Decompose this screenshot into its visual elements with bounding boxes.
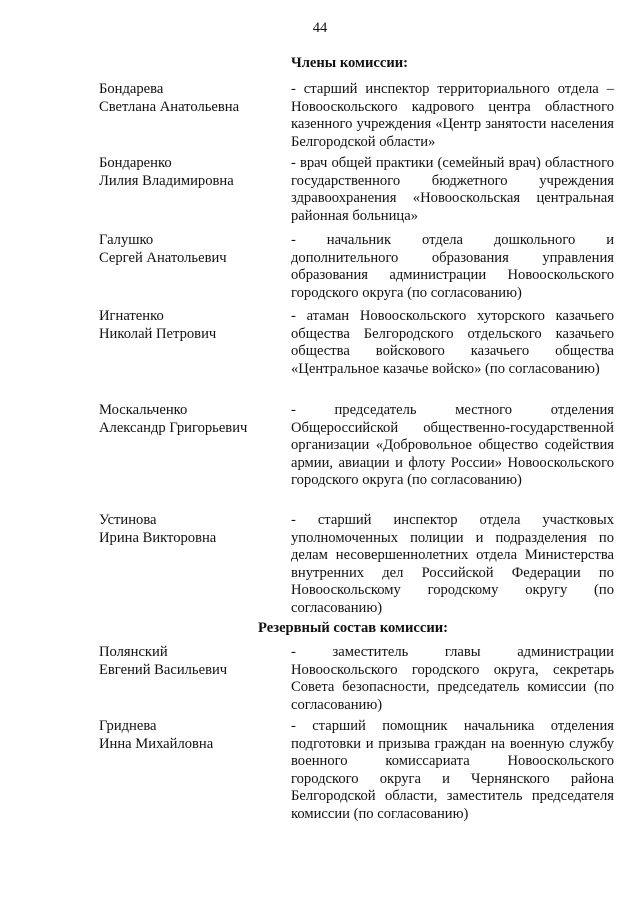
member-given-names: Лилия Владимировна: [99, 172, 234, 189]
member-given-names: Александр Григорьевич: [99, 419, 248, 436]
member-given-names: Евгений Васильевич: [99, 661, 228, 678]
member-name: [99, 232, 289, 267]
member-name: [99, 308, 289, 343]
member-given-names: Светлана Анатольевна: [99, 98, 240, 115]
member-surname: Москальченко: [99, 402, 188, 418]
member-given-names: Сергей Анатольевич: [99, 249, 227, 266]
member-role: - председатель местного отделения Общероссийской общественно-государственной организации «Добровольное общество содействия армии, авиации и флоту России» Новооскольского городского округа (по согласованию): [291, 402, 614, 488]
member-surname: Галушко: [99, 232, 154, 248]
section-heading-reserve: Резервный состав комиссии:: [258, 620, 449, 636]
member-name: [99, 81, 289, 116]
member-name: [99, 644, 289, 679]
member-given-names: Ирина Викторовна: [99, 529, 217, 546]
member-role: - врач общей практики (семейный врач) областного государственного бюджетного учреждения здравоохранения «Новооскольская центральная районная больница»: [291, 155, 614, 224]
member-role: - начальник отдела дошкольного и дополнительного образования управления образования администрации Новооскольского городского округа (по согласованию): [291, 232, 614, 301]
member-role: - старший инспектор отдела участковых уполномоченных полиции и подразделения по делам несовершеннолетних отдела Министерства внутренних дел Российской Федерации по Новооскольскому городскому округу (по согласованию): [291, 512, 614, 616]
member-surname: Бондаренко: [99, 155, 172, 171]
member-role: - старший инспектор территориального отдела – Новооскольского кадрового центра областного казенного учреждения «Центр занятости населения Белгородской области»: [291, 81, 614, 150]
member-surname: Полянский: [99, 644, 168, 660]
member-surname: Устинова: [99, 512, 157, 528]
page-number: 44: [312, 20, 328, 36]
member-role: - старший помощник начальника отделения подготовки и призыва граждан на военную службу военного комиссариата Новооскольского городского округа и Чернянского района Белгородской области, заместитель председателя комиссии (по согласованию): [291, 718, 614, 822]
member-name: [99, 155, 289, 190]
member-name: [99, 402, 289, 437]
member-role: - заместитель главы администрации Новооскольского городского округа, секретарь Совета безопасности, председатель комиссии (по согласованию): [291, 644, 614, 713]
member-given-names: Инна Михайловна: [99, 735, 214, 752]
member-surname: Бондарева: [99, 81, 164, 97]
member-role: - атаман Новооскольского хуторского казачьего общества Белгородского отдельского казачьего общества войскового казачьего общества «Центральное казачье войско» (по согласованию): [291, 308, 614, 377]
member-name: [99, 718, 289, 753]
member-name: [99, 512, 289, 547]
member-surname: Игнатенко: [99, 308, 164, 324]
member-given-names: Николай Петрович: [99, 325, 217, 342]
member-surname: Гриднева: [99, 718, 157, 734]
section-heading-members: Члены комиссии:: [291, 55, 409, 71]
